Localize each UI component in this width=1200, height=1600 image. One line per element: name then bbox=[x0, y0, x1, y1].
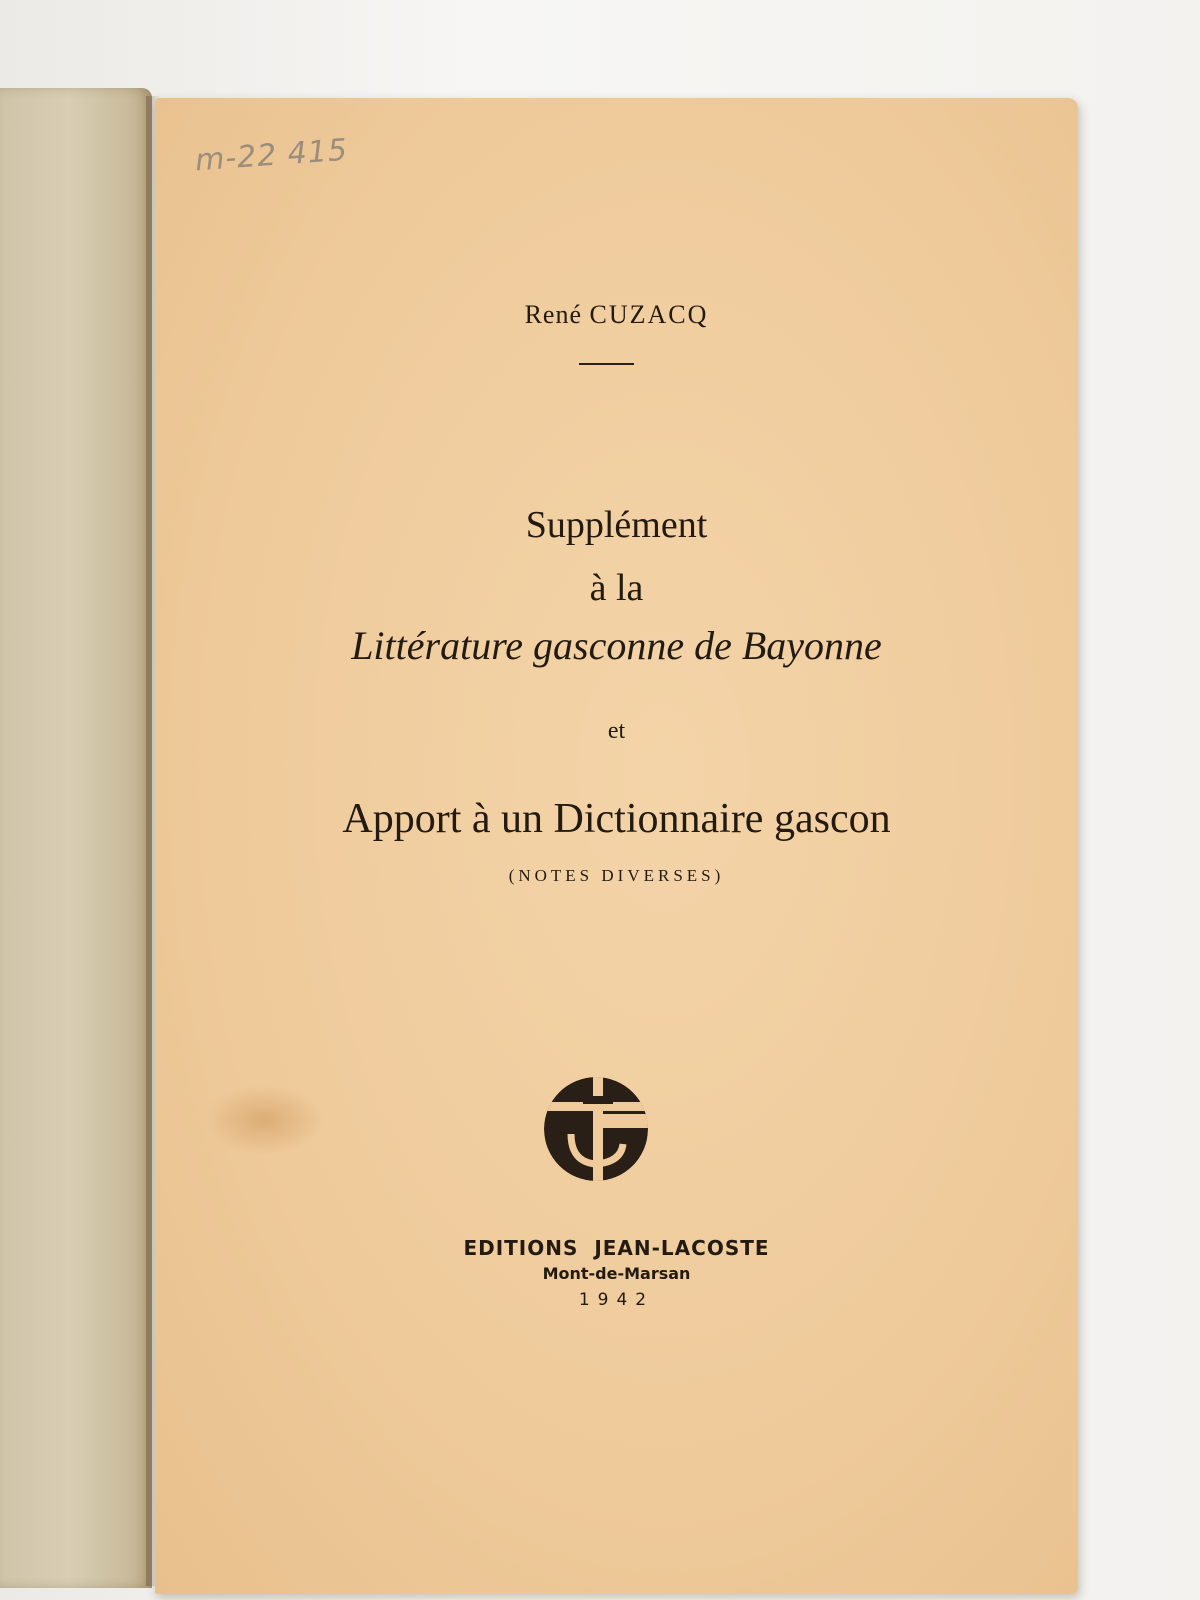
publisher-city: Mont-de-Marsan bbox=[542, 1264, 691, 1283]
pencil-annotation: m-22 415 bbox=[193, 132, 350, 179]
paper-stain bbox=[205, 1085, 325, 1155]
subtitle: (NOTES DIVERSES) bbox=[508, 866, 725, 885]
title-line-4: Apport à un Dictionnaire gascon bbox=[342, 796, 891, 842]
author-line bbox=[155, 300, 1078, 330]
publisher-logo-icon bbox=[541, 1074, 651, 1184]
author-first-name: René bbox=[524, 300, 582, 329]
title-conjunction: et bbox=[607, 718, 626, 744]
publisher-name: EDITIONS JEAN-LACOSTE bbox=[463, 1236, 770, 1260]
title-line-1: Supplément bbox=[525, 504, 708, 546]
publication-year: 1942 bbox=[578, 1290, 655, 1310]
book-cover-left bbox=[0, 88, 152, 1588]
title-rule bbox=[579, 363, 634, 365]
author-surname: CUZACQ bbox=[589, 300, 709, 329]
title-line-2: à la bbox=[589, 567, 644, 609]
title-line-3: Littérature gasconne de Bayonne bbox=[351, 623, 882, 668]
